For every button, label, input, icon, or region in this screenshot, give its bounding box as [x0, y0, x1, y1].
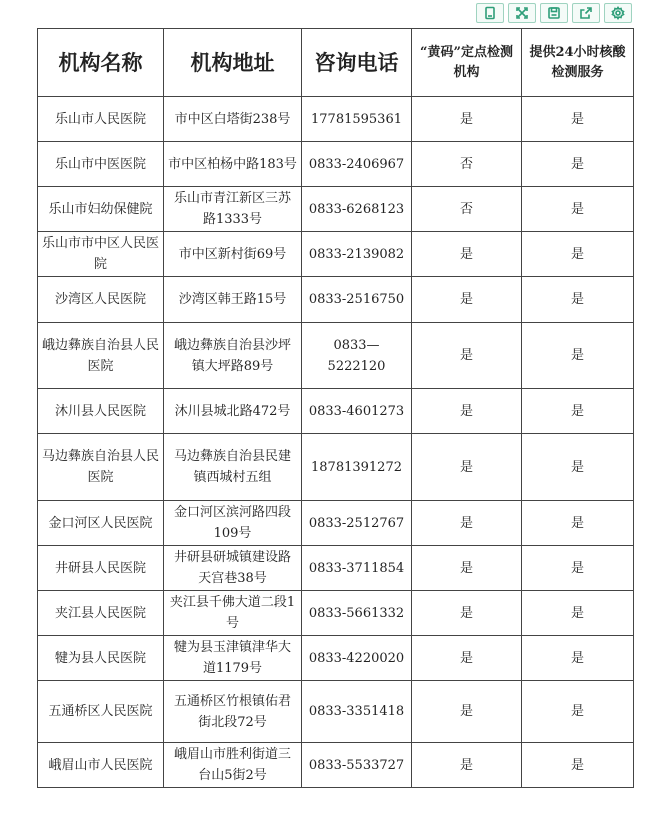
copy-button[interactable] [476, 3, 504, 23]
cell-name: 乐山市中医医院 [38, 142, 164, 187]
save-icon [547, 6, 561, 20]
cell-address: 犍为县玉津镇津华大道1179号 [164, 636, 302, 681]
cell-yellow-code: 否 [412, 187, 522, 232]
cell-address: 井研县研城镇建设路天宫巷38号 [164, 546, 302, 591]
cell-yellow-code: 是 [412, 636, 522, 681]
table-row [38, 323, 634, 389]
header-phone: 咨询电话 [302, 29, 412, 97]
cell-name: 夹江县人民医院 [38, 591, 164, 636]
cell-phone: 18781391272 [302, 434, 412, 501]
cell-address: 峨眉山市胜利街道三台山5街2号 [164, 743, 302, 788]
cell-24h-service: 是 [522, 681, 634, 743]
cell-phone: 0833-2406967 [302, 142, 412, 187]
cell-24h-service: 是 [522, 389, 634, 434]
cell-yellow-code: 是 [412, 232, 522, 277]
table-row [38, 681, 634, 743]
cell-address: 沙湾区韩王路15号 [164, 277, 302, 323]
cell-24h-service: 是 [522, 636, 634, 681]
cell-name: 井研县人民医院 [38, 546, 164, 591]
cell-24h-service: 是 [522, 743, 634, 788]
cell-phone: 0833-5661332 [302, 591, 412, 636]
cell-phone: 0833-2512767 [302, 501, 412, 546]
cell-phone: 17781595361 [302, 97, 412, 142]
copy-icon [483, 6, 497, 20]
cell-24h-service: 是 [522, 277, 634, 323]
cell-24h-service: 是 [522, 591, 634, 636]
table-row [38, 743, 634, 788]
cell-address: 市中区白塔街238号 [164, 97, 302, 142]
cell-yellow-code: 是 [412, 591, 522, 636]
cell-yellow-code: 是 [412, 323, 522, 389]
cell-address: 马边彝族自治县民建镇西城村五组 [164, 434, 302, 501]
cell-phone: 0833-2139082 [302, 232, 412, 277]
cell-address: 市中区柏杨中路183号 [164, 142, 302, 187]
table-row [38, 232, 634, 277]
table-row [38, 636, 634, 681]
cell-yellow-code: 是 [412, 501, 522, 546]
header-name: 机构名称 [38, 29, 164, 97]
header-yellow-code: “黄码”定点检测机构 [412, 29, 522, 97]
cell-phone: 0833-5533727 [302, 743, 412, 788]
table-row [38, 187, 634, 232]
cell-phone: 0833-6268123 [302, 187, 412, 232]
cell-24h-service: 是 [522, 546, 634, 591]
cell-address: 峨边彝族自治县沙坪镇大坪路89号 [164, 323, 302, 389]
header-24h-service: 提供24小时核酸检测服务 [522, 29, 634, 97]
cell-name: 沙湾区人民医院 [38, 277, 164, 323]
cell-phone: 0833-4220020 [302, 636, 412, 681]
table-row [38, 142, 634, 187]
cell-24h-service: 是 [522, 232, 634, 277]
share-button[interactable] [572, 3, 600, 23]
cell-name: 乐山市市中区人民医院 [38, 232, 164, 277]
cell-name: 五通桥区人民医院 [38, 681, 164, 743]
cell-yellow-code: 是 [412, 434, 522, 501]
cell-name: 犍为县人民医院 [38, 636, 164, 681]
share-icon [579, 6, 593, 20]
cell-phone: 0833-3711854 [302, 546, 412, 591]
cell-24h-service: 是 [522, 434, 634, 501]
cell-name: 沐川县人民医院 [38, 389, 164, 434]
cell-phone: 0833-3351418 [302, 681, 412, 743]
cell-phone: 0833-2516750 [302, 277, 412, 323]
cell-yellow-code: 是 [412, 389, 522, 434]
table-row [38, 97, 634, 142]
cell-name: 乐山市人民医院 [38, 97, 164, 142]
cell-phone: 0833-4601273 [302, 389, 412, 434]
cell-name: 金口河区人民医院 [38, 501, 164, 546]
expand-icon [515, 6, 529, 20]
settings-button[interactable] [604, 3, 632, 23]
table-row [38, 591, 634, 636]
cell-yellow-code: 是 [412, 546, 522, 591]
header-row [38, 29, 634, 97]
cell-24h-service: 是 [522, 501, 634, 546]
cell-name: 峨边彝族自治县人民医院 [38, 323, 164, 389]
cell-address: 五通桥区竹根镇佑君街北段72号 [164, 681, 302, 743]
testing-institutions-table [37, 28, 634, 788]
toolbar [476, 3, 632, 23]
save-button[interactable] [540, 3, 568, 23]
cell-24h-service: 是 [522, 97, 634, 142]
cell-yellow-code: 是 [412, 743, 522, 788]
table-row [38, 546, 634, 591]
cell-address: 沐川县城北路472号 [164, 389, 302, 434]
cell-phone: 0833—5222120 [302, 323, 412, 389]
header-address: 机构地址 [164, 29, 302, 97]
cell-address: 夹江县千佛大道二段1号 [164, 591, 302, 636]
cell-yellow-code: 否 [412, 142, 522, 187]
cell-name: 峨眉山市人民医院 [38, 743, 164, 788]
table-row [38, 389, 634, 434]
cell-address: 金口河区滨河路四段109号 [164, 501, 302, 546]
cell-yellow-code: 是 [412, 277, 522, 323]
settings-icon [611, 6, 625, 20]
cell-address: 乐山市青江新区三苏路1333号 [164, 187, 302, 232]
cell-name: 乐山市妇幼保健院 [38, 187, 164, 232]
cell-yellow-code: 是 [412, 681, 522, 743]
cell-24h-service: 是 [522, 142, 634, 187]
cell-24h-service: 是 [522, 187, 634, 232]
table-row [38, 501, 634, 546]
cell-24h-service: 是 [522, 323, 634, 389]
expand-button[interactable] [508, 3, 536, 23]
cell-address: 市中区新村街69号 [164, 232, 302, 277]
table-row [38, 434, 634, 501]
cell-name: 马边彝族自治县人民医院 [38, 434, 164, 501]
cell-yellow-code: 是 [412, 97, 522, 142]
table-row [38, 277, 634, 323]
